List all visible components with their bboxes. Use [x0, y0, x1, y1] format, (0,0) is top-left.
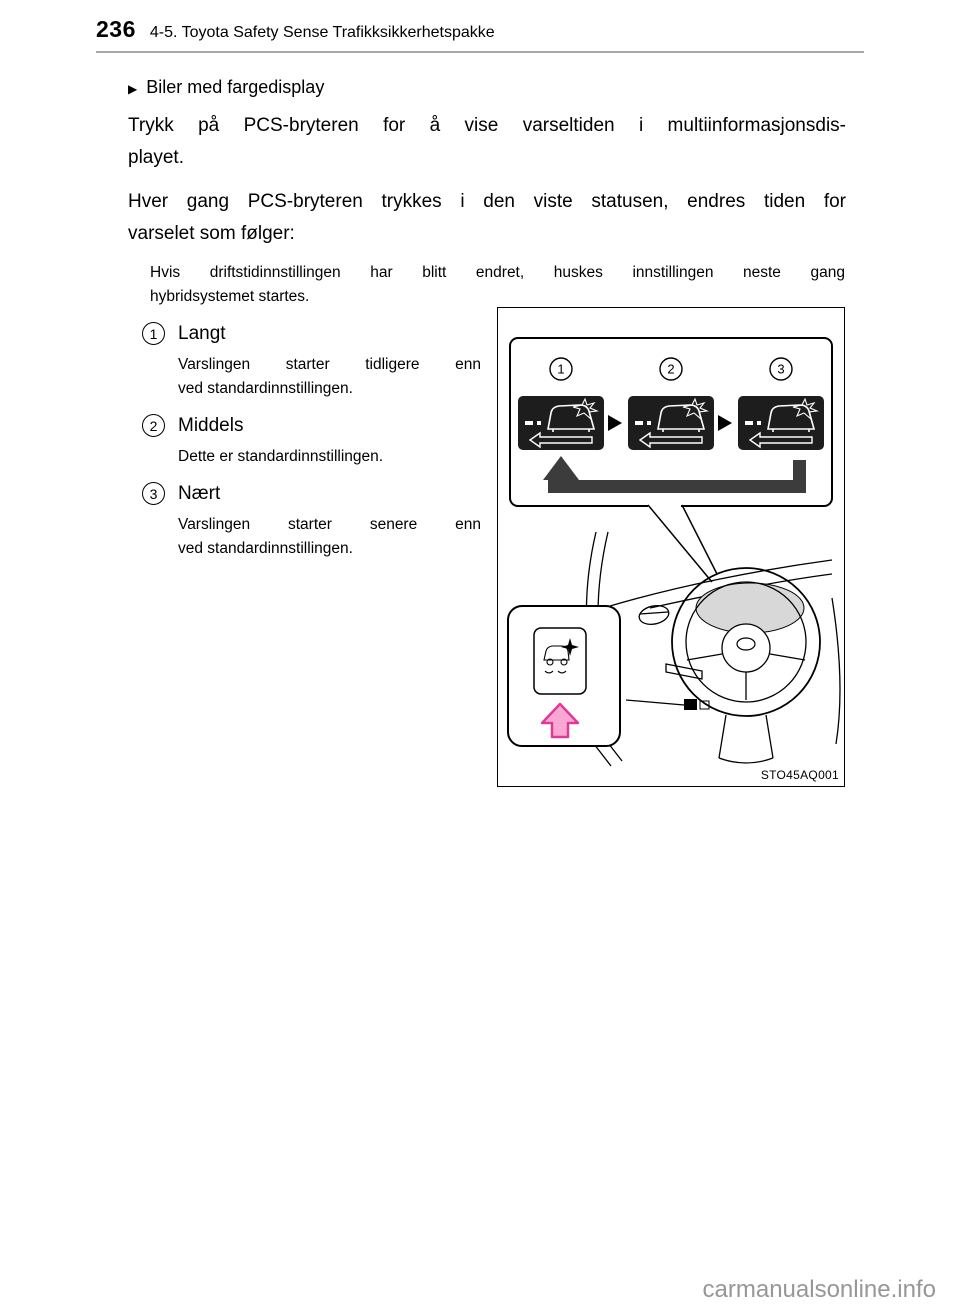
item-number-badge [142, 482, 165, 505]
pcs-display-middle [628, 396, 714, 450]
figure-illustration [498, 308, 844, 786]
figure-pcs-warning-timing [497, 307, 845, 787]
pcs-display-long [518, 396, 604, 450]
timing-options-list [128, 322, 484, 561]
paragraph-line: Trykk på PCS-bryteren for å vise varseltiden i multiinformasjonsdis- [128, 115, 846, 136]
note-line: Hvis driftstidinnstillingen har blitt endret, huskes innstillingen neste gang [150, 264, 845, 281]
note-text [150, 261, 845, 309]
item-description-line: Varslingen starter senere enn [178, 516, 481, 533]
paragraph-each-press [128, 186, 846, 250]
item-number: 3 [149, 485, 158, 502]
subheading: Biler med fargedisplay [146, 77, 325, 97]
item-description-line: ved standardinnstillingen. [178, 380, 353, 397]
list-item-long [128, 322, 484, 401]
paragraph-line: varselet som følger: [128, 223, 295, 244]
step-number: 3 [777, 361, 785, 377]
item-number: 2 [149, 417, 158, 434]
steering-wheel [672, 568, 820, 716]
paragraph-line: playet. [128, 147, 184, 168]
page-number: 236 [96, 16, 136, 42]
subheading-row [128, 77, 846, 98]
pcs-button [534, 628, 586, 694]
paragraph-line: Hver gang PCS-bryteren trykkes i den viste statusen, endres tiden for [128, 191, 846, 212]
item-head [142, 482, 484, 505]
note-line: hybridsystemet startes. [150, 288, 310, 305]
pointer-line [648, 505, 712, 582]
item-description-line: Dette er standardinnstillingen. [178, 448, 384, 465]
header-rule [96, 51, 864, 53]
page-header [0, 0, 960, 43]
item-description-line: Varslingen starter tidligere enn [178, 356, 481, 373]
watermark: carmanualsonline.info [702, 1276, 936, 1303]
paragraph-press-pcs [128, 110, 846, 174]
item-head [142, 322, 484, 345]
item-number-badge [142, 414, 165, 437]
figure-caption: STO45AQ001 [760, 768, 839, 782]
step-number: 2 [667, 361, 675, 377]
list-item-short [128, 482, 484, 561]
item-head [142, 414, 484, 437]
item-number: 1 [149, 325, 158, 342]
pcs-switch-location [684, 699, 697, 710]
section-title: 4-5. Toyota Safety Sense Trafikksikkerhetspakke [149, 24, 495, 41]
item-title: Middels [178, 414, 244, 436]
pcs-display-short [738, 396, 824, 450]
arrow-bullet-icon: ▶ [128, 81, 138, 96]
item-title: Langt [178, 322, 226, 344]
item-description-line: ved standardinnstillingen. [178, 540, 353, 557]
list-item-middle [128, 414, 484, 469]
item-number-badge [142, 322, 165, 345]
item-title: Nært [178, 482, 221, 504]
pcs-button-panel [508, 606, 620, 746]
pointer-line [682, 505, 717, 574]
step-number: 1 [557, 361, 565, 377]
